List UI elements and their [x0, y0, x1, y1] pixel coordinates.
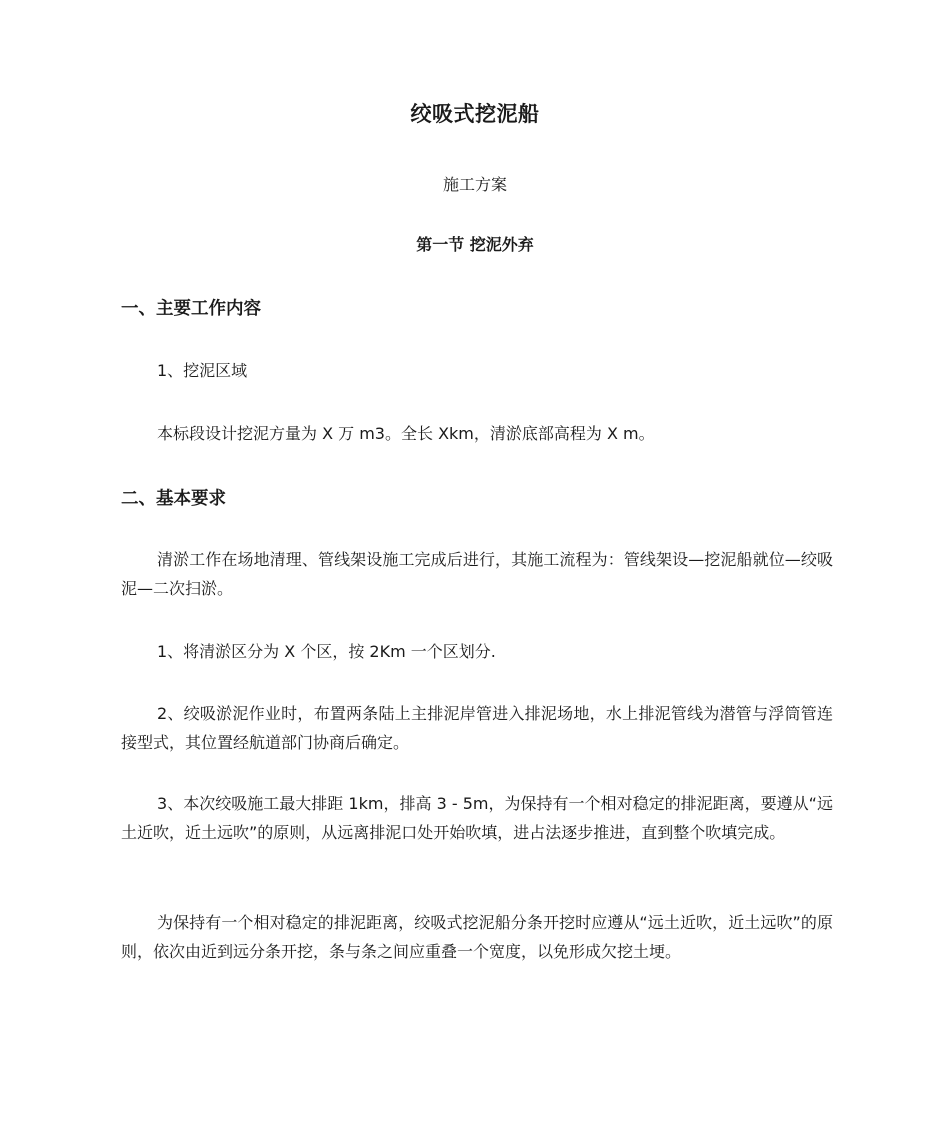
paragraph-strip-excavation: 为保持有一个相对稳定的排泥距离，绞吸式挖泥船分条开挖时应遵从“远土近吹，近土远吹”的原则，依次由近到远分条开挖，条与条之间应重叠一个宽度，以免形成欠挖土埂。 — [121, 913, 833, 961]
paragraph-construction-flow: 清淤工作在场地清理、管线架设施工完成后进行，其施工流程为：管线架设—挖泥船就位—绞吸泥—二次扫淤。 — [121, 550, 833, 598]
paragraph-pipeline-layout: 2、绞吸淤泥作业时，布置两条陆上主排泥岸管进入排泥场地，水上排泥管线为潜管与浮筒管连接型式，其位置经航道部门协商后确定。 — [121, 704, 833, 752]
section-title: 第一节 挖泥外弃 — [416, 235, 534, 254]
document-subtitle: 施工方案 — [442, 175, 507, 194]
paragraph-dredging-volume: 本标段设计挖泥方量为 X 万 m3。全长 Xkm，清淤底部高程为 X m。 — [157, 424, 655, 443]
paragraph-dredging-area: 1、挖泥区域 — [157, 361, 248, 380]
heading-main-work: 一、主要工作内容 — [121, 299, 261, 319]
paragraph-discharge-distance: 3、本次绞吸施工最大排距 1km，排高 3 - 5m，为保持有一个相对稳定的排泥距离，要遵从“远土近吹，近土远吹”的原则，从远离排泥口处开始吹填，进占法逐步推进，直到整个吹填完成。 — [121, 794, 833, 842]
document-title: 绞吸式挖泥船 — [410, 102, 540, 126]
paragraph-zone-division: 1、将清淤区分为 X 个区，按 2Km 一个区划分. — [157, 642, 496, 661]
heading-basic-requirements: 二、基本要求 — [121, 489, 226, 509]
